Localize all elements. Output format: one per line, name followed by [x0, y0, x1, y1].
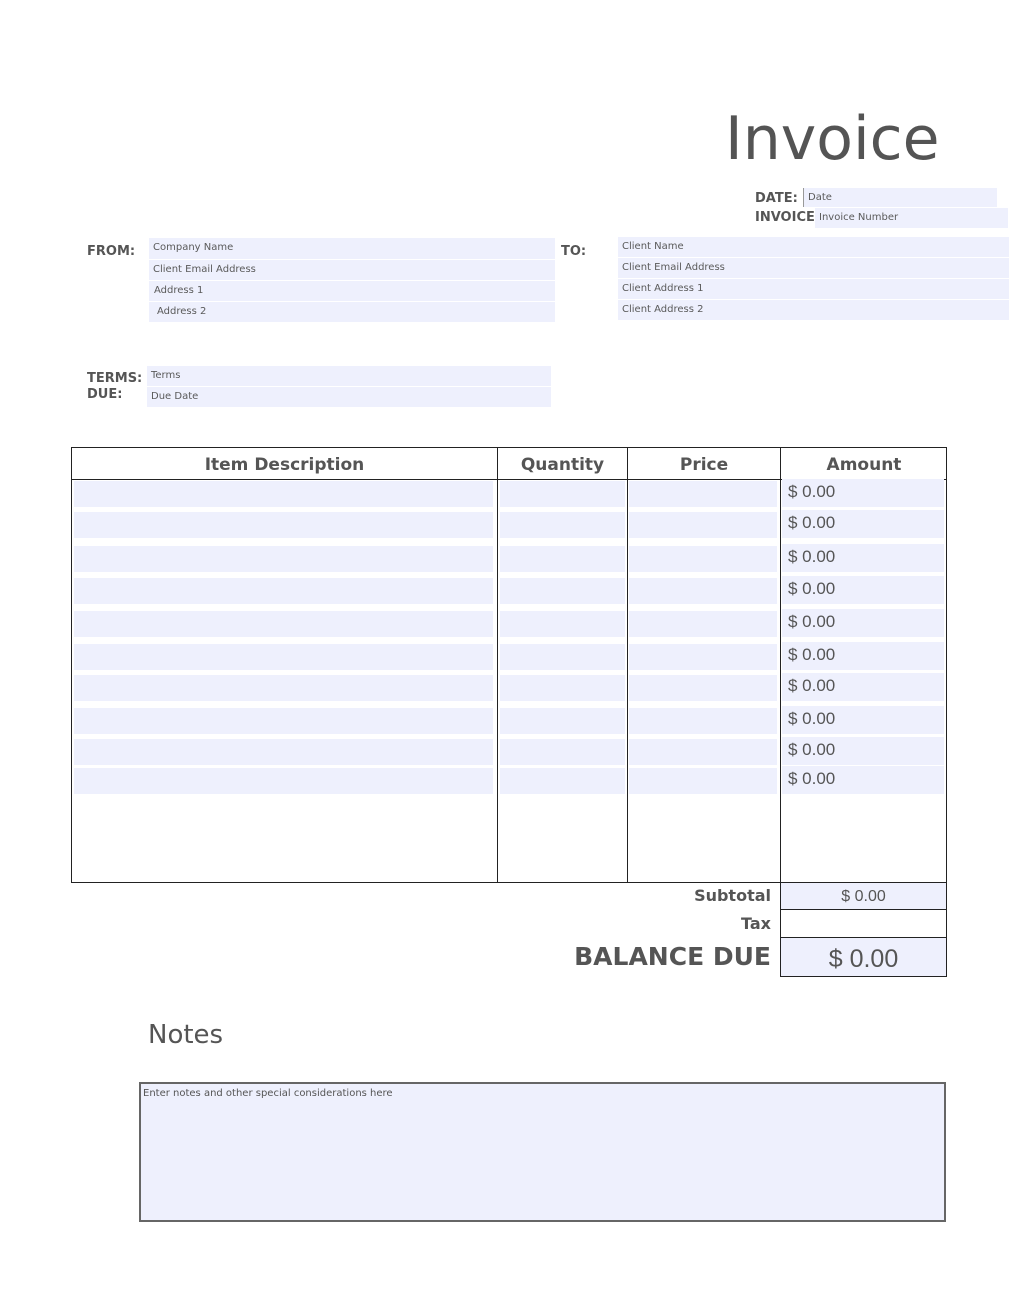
tax-field[interactable] [780, 909, 947, 938]
from-label: FROM: [87, 244, 136, 259]
price-input[interactable] [629, 708, 777, 734]
item-description-input[interactable] [74, 675, 493, 701]
amount-value: $ 0.00 [782, 673, 944, 701]
date-label: DATE: [755, 191, 798, 206]
amount-value: $ 0.00 [782, 609, 944, 637]
price-input[interactable] [629, 481, 777, 507]
quantity-input[interactable] [500, 768, 625, 794]
amount-value: $ 0.00 [782, 642, 944, 670]
to-email-field[interactable]: Client Email Address [618, 258, 1009, 278]
price-input[interactable] [629, 739, 777, 765]
quantity-input[interactable] [500, 644, 625, 670]
item-description-input[interactable] [74, 708, 493, 734]
item-description-input[interactable] [74, 546, 493, 572]
quantity-input[interactable] [500, 546, 625, 572]
item-description-input[interactable] [74, 644, 493, 670]
to-client-name-field[interactable]: Client Name [618, 237, 1009, 257]
from-company-name-field[interactable]: Company Name [149, 238, 555, 259]
price-input[interactable] [629, 675, 777, 701]
from-address2-field[interactable]: Address 2 [149, 302, 555, 322]
quantity-input[interactable] [500, 708, 625, 734]
date-field[interactable]: Date [803, 188, 997, 207]
price-input[interactable] [629, 578, 777, 604]
notes-title: Notes [148, 1020, 224, 1050]
item-description-input[interactable] [74, 481, 493, 507]
item-description-input[interactable] [74, 739, 493, 765]
header-item-description: Item Description [204, 455, 365, 475]
column-divider [780, 448, 781, 882]
item-description-input[interactable] [74, 578, 493, 604]
invoice-number-field[interactable]: Invoice Number [815, 208, 1008, 228]
balance-due-value: $ 0.00 [780, 937, 947, 977]
price-input[interactable] [629, 644, 777, 670]
invoice-number-label: INVOICE [755, 210, 815, 225]
item-description-input[interactable] [74, 512, 493, 538]
items-table [71, 447, 947, 883]
subtotal-label: Subtotal [694, 886, 771, 905]
balance-due-label: BALANCE DUE [574, 942, 771, 971]
quantity-input[interactable] [500, 481, 625, 507]
amount-value: $ 0.00 [782, 479, 944, 507]
to-address1-field[interactable]: Client Address 1 [618, 279, 1009, 299]
header-price: Price [679, 455, 729, 475]
amount-value: $ 0.00 [782, 576, 944, 604]
due-date-field[interactable]: Due Date [147, 387, 551, 407]
header-quantity: Quantity [520, 455, 605, 475]
terms-field[interactable]: Terms [147, 366, 551, 386]
to-address2-field[interactable]: Client Address 2 [618, 300, 1009, 320]
quantity-input[interactable] [500, 675, 625, 701]
from-email-field[interactable]: Client Email Address [149, 260, 555, 280]
tax-label: Tax [741, 914, 771, 933]
notes-textarea[interactable]: Enter notes and other special considerations here [139, 1082, 946, 1222]
price-input[interactable] [629, 768, 777, 794]
item-description-input[interactable] [74, 768, 493, 794]
quantity-input[interactable] [500, 578, 625, 604]
amount-value: $ 0.00 [782, 510, 944, 538]
quantity-input[interactable] [500, 512, 625, 538]
item-description-input[interactable] [74, 611, 493, 637]
amount-value: $ 0.00 [782, 544, 944, 572]
quantity-input[interactable] [500, 611, 625, 637]
amount-value: $ 0.00 [782, 766, 944, 794]
header-amount: Amount [826, 455, 902, 475]
from-address1-field[interactable]: Address 1 [149, 281, 555, 301]
amount-value: $ 0.00 [782, 737, 944, 765]
price-input[interactable] [629, 611, 777, 637]
terms-label: TERMS: [87, 371, 143, 386]
due-label: DUE: [87, 387, 123, 402]
price-input[interactable] [629, 546, 777, 572]
to-label: TO: [561, 244, 587, 259]
subtotal-value: $ 0.00 [780, 882, 947, 910]
price-input[interactable] [629, 512, 777, 538]
amount-value: $ 0.00 [782, 706, 944, 734]
quantity-input[interactable] [500, 739, 625, 765]
column-divider [497, 448, 498, 882]
invoice-title: Invoice [725, 104, 940, 174]
column-divider [627, 448, 628, 882]
